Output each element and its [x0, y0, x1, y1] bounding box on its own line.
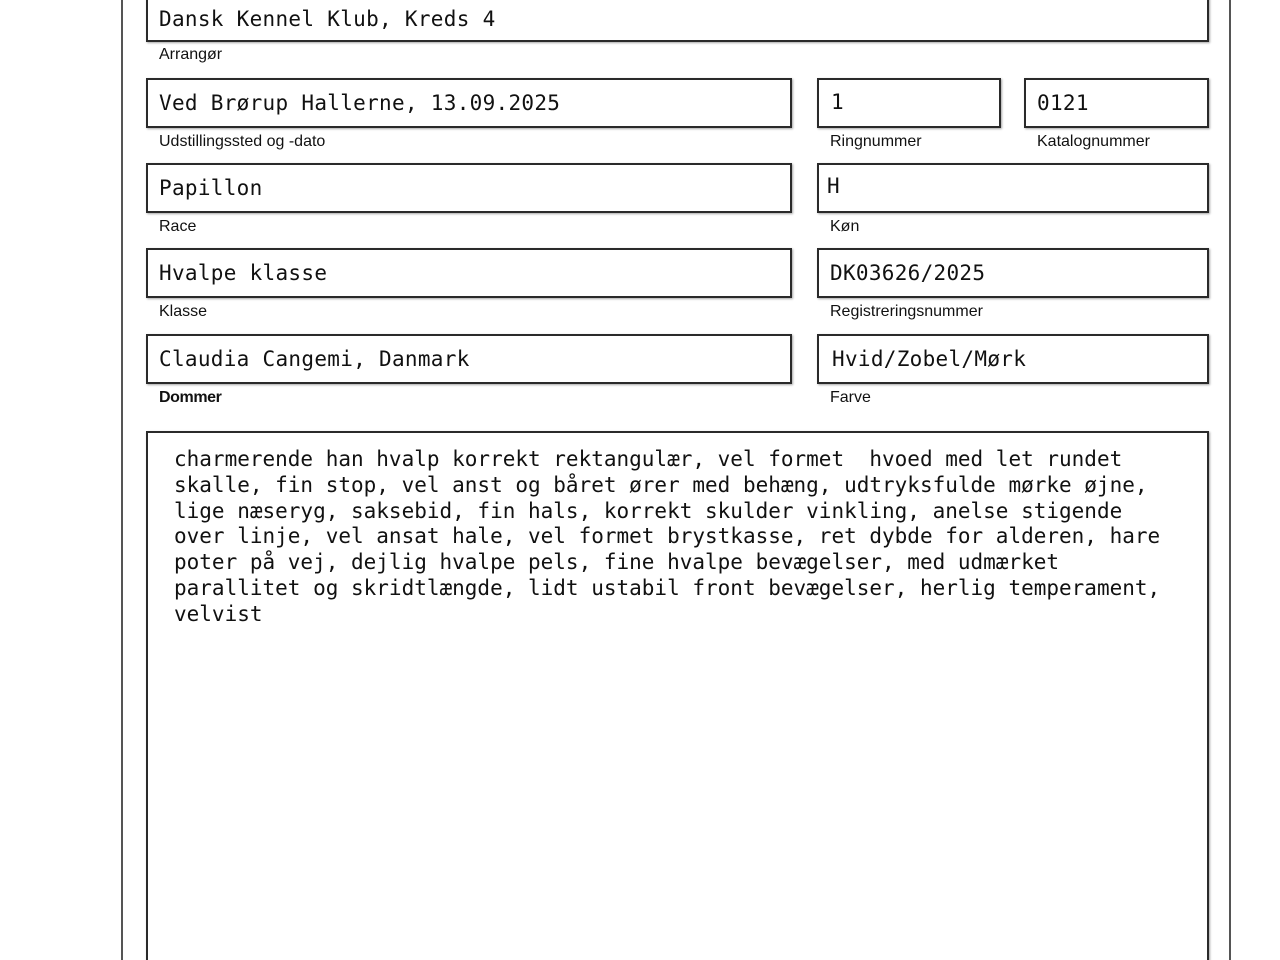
judge-label: Dommer: [159, 389, 222, 406]
class-value: Hvalpe klasse: [159, 261, 328, 285]
sex-value: H: [827, 174, 840, 198]
breed-value: Papillon: [159, 176, 263, 200]
color-field[interactable]: [817, 334, 1209, 384]
breed-field[interactable]: [146, 163, 792, 213]
judge-field[interactable]: [146, 334, 792, 384]
organizer-value: Dansk Kennel Klub, Kreds 4: [159, 7, 496, 31]
sex-label: Køn: [830, 218, 860, 235]
ring-number-label: Ringnummer: [830, 133, 922, 150]
venue-date-label: Udstillingssted og -dato: [159, 133, 326, 150]
critique-text: charmerende han hvalp korrekt rektangulær, vel formet hvoed med let rundet skalle, fin stop, vel anst og båret ører med behæng, udtryksfulde mørke øjne, lige næseryg, saksebid, fin hals, korrekt skulder vinkling, anelse stigende over linje, vel ansat hale, vel formet brystkasse, ret dybde for alderen, hare poter på vej, dejlig hvalpe pels, fine hvalpe bevægelser, med udmærket parallitet og skridtlængde, lidt ustabil front bevægelser, herlig temperament, velvist: [174, 447, 1161, 626]
sex-field[interactable]: [817, 163, 1209, 213]
registration-number-field[interactable]: [817, 248, 1209, 298]
color-label: Farve: [830, 389, 871, 406]
organizer-label: Arrangør: [159, 46, 223, 63]
catalog-number-field[interactable]: [1024, 78, 1209, 128]
venue-date-value: Ved Brørup Hallerne, 13.09.2025: [159, 91, 561, 115]
class-field[interactable]: [146, 248, 792, 298]
registration-number-label: Registreringsnummer: [830, 303, 983, 320]
breed-label: Race: [159, 218, 197, 235]
class-label: Klasse: [159, 303, 208, 320]
catalog-number-label: Katalognummer: [1037, 133, 1150, 150]
venue-date-field[interactable]: [146, 78, 792, 128]
registration-number-value: DK03626/2025: [830, 261, 986, 285]
judge-value: Claudia Cangemi, Danmark: [159, 347, 470, 371]
catalog-number-value: 0121: [1037, 91, 1089, 115]
ring-number-value: 1: [831, 90, 844, 114]
color-value: Hvid/Zobel/Mørk: [832, 347, 1027, 371]
critique-textarea[interactable]: [146, 431, 1209, 960]
organizer-field[interactable]: [146, 0, 1209, 42]
ring-number-field[interactable]: [817, 78, 1001, 128]
